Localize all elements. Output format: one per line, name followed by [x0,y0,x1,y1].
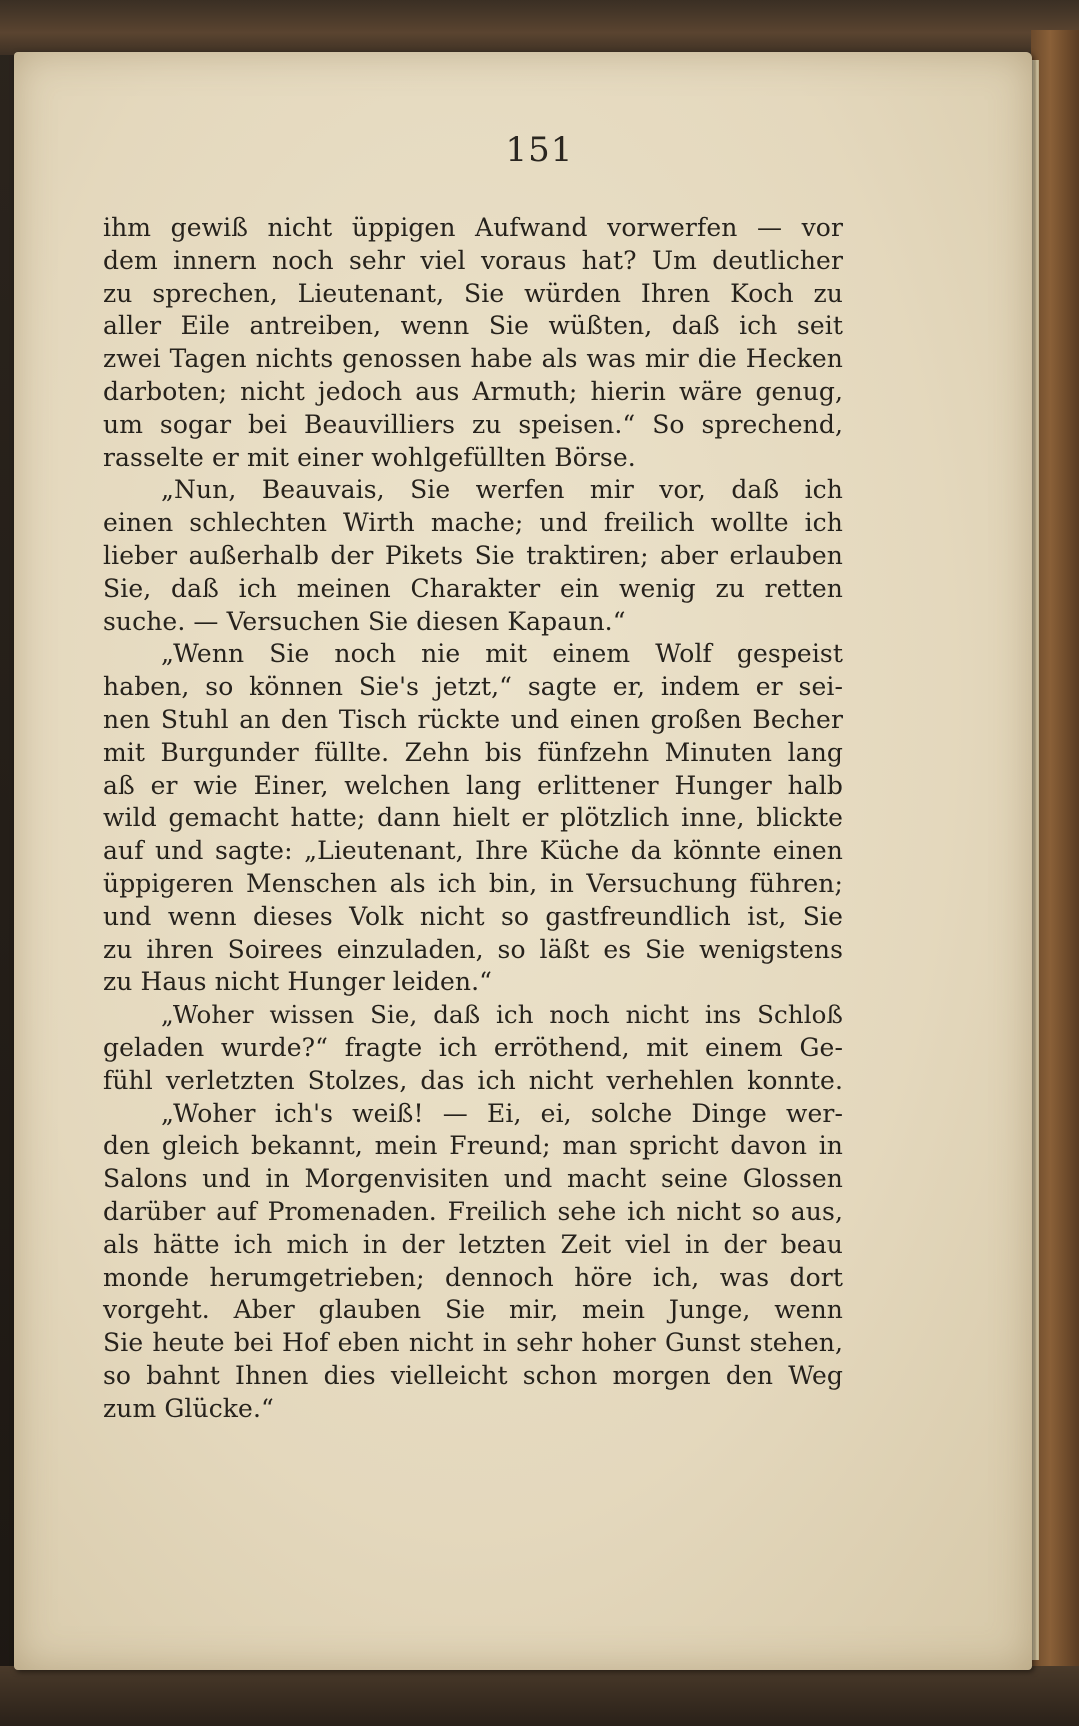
text-line: aß er wie Einer, welchen lang erlittener Hunger halb [103,770,843,800]
text-line: monde herumgetrieben; dennoch höre ich, was dort [103,1262,843,1292]
text-line: den gleich bekannt, mein Freund; man spricht davon in [103,1131,843,1161]
text-line: „Woher ich's weiß! — Ei, ei, solche Dinge wer- [161,1098,843,1128]
text-line: darboten; nicht jedoch aus Armuth; hierin wäre genug, [103,376,843,406]
text-line: vorgeht. Aber glauben Sie mir, mein Junge, wenn [103,1295,843,1325]
text-line: lieber außerhalb der Pikets Sie traktiren; aber erlauben [103,540,843,570]
text-line: wild gemacht hatte; dann hielt er plötzlich inne, blickte [103,803,843,833]
text-line: so bahnt Ihnen dies vielleicht schon morgen den Weg [103,1360,843,1390]
text-line: Sie heute bei Hof eben nicht in sehr hoher Gunst stehen, [103,1328,843,1358]
text-line: rasselte er mit einer wohlgefüllten Börse. [103,442,636,472]
text-line: einen schlechten Wirth mache; und freilich wollte ich [103,508,843,538]
text-line: „Nun, Beauvais, Sie werfen mir vor, daß ich [161,475,843,505]
text-line: fühl verletzten Stolzes, das ich nicht verhehlen konnte. [103,1065,843,1095]
text-line: „Woher wissen Sie, daß ich noch nicht ins Schloß [161,1000,843,1030]
text-line: geladen wurde?“ fragte ich erröthend, mit einem Ge- [103,1032,843,1062]
text-line: suche. — Versuchen Sie diesen Kapaun.“ [103,606,626,636]
page-number: 151 [505,130,574,170]
page-text [103,212,843,1425]
text-line: auf und sagte: „Lieutenant, Ihre Küche da könnte einen [103,836,843,866]
text-line: ihm gewiß nicht üppigen Aufwand vorwerfen — vor [103,213,843,242]
text-line: Sie, daß ich meinen Charakter ein wenig zu retten [103,573,843,603]
text-line: üppigeren Menschen als ich bin, in Versuchung führen; [103,868,843,898]
text-line: haben, so können Sie's jetzt,“ sagte er, indem er sei- [103,672,843,702]
text-line: zu ihren Soirees einzuladen, so läßt es Sie wenigstens [103,934,843,964]
book-cover-bottom [0,1666,1079,1726]
text-line: zum Glücke.“ [103,1393,274,1423]
text-line: „Wenn Sie noch nie mit einem Wolf gespeist [161,639,843,669]
text-line: zwei Tagen nichts genossen habe als was mir die Hecken [103,344,843,374]
text-line: zu sprechen, Lieutenant, Sie würden Ihren Koch zu [103,278,843,308]
text-line: mit Burgunder füllte. Zehn bis fünfzehn Minuten lang [103,737,843,767]
text-line: aller Eile antreiben, wenn Sie wüßten, daß ich seit [103,311,843,341]
text-line: dem innern noch sehr viel voraus hat? Um deutlicher [103,245,843,275]
text-line: zu Haus nicht Hunger leiden.“ [103,967,493,997]
text-line: nen Stuhl an den Tisch rückte und einen großen Becher [103,704,843,734]
text-line: und wenn dieses Volk nicht so gastfreundlich ist, Sie [103,901,843,931]
book-cover-top [0,0,1079,55]
text-line: Salons und in Morgenvisiten und macht seine Glossen [103,1164,843,1194]
text-line: um sogar bei Beauvilliers zu speisen.“ So sprechend, [103,409,843,439]
text-line: darüber auf Promenaden. Freilich sehe ich nicht so aus, [103,1196,843,1226]
text-line: als hätte ich mich in der letzten Zeit viel in der beau [103,1229,843,1259]
